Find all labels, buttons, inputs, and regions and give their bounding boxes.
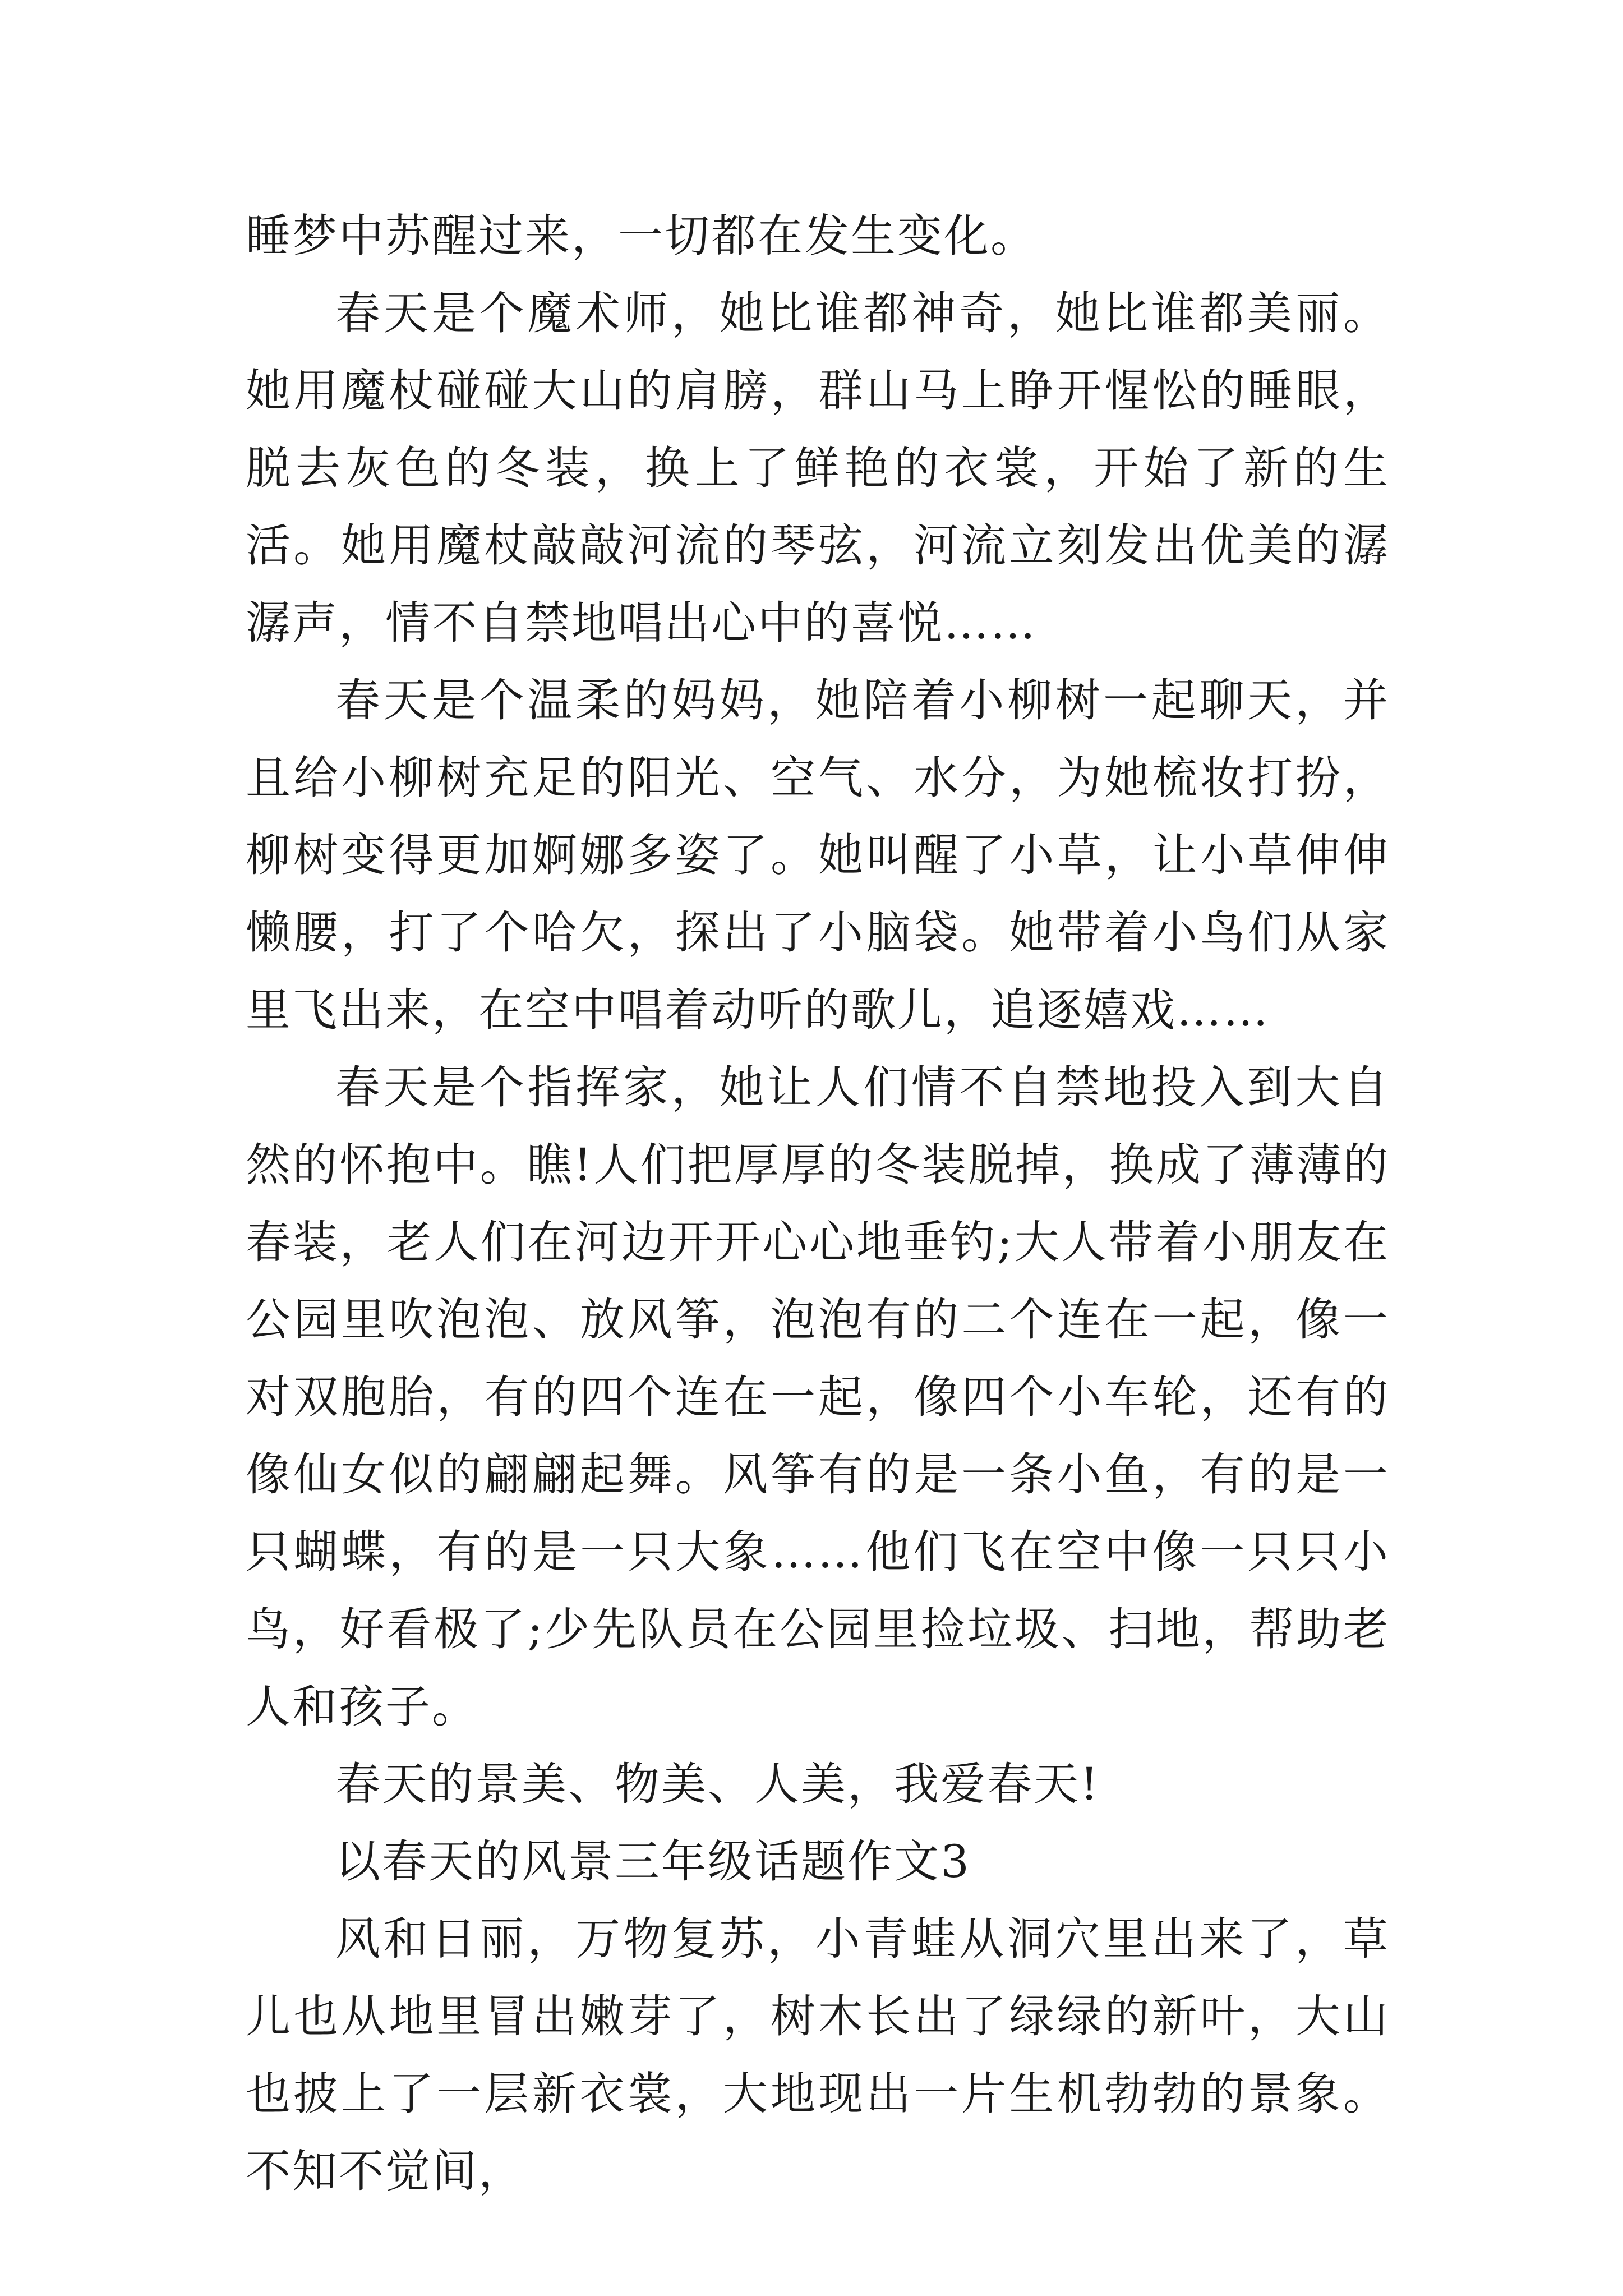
paragraph-spring-mother: 春天是个温柔的妈妈，她陪着小柳树一起聊天，并且给小柳树充足的阳光、空气、水分，为她梳妆打扮，柳树变得更加婀娜多姿了。她叫醒了小草，让小草伸伸懒腰，打了个哈欠，探出了小脑袋。她带着小鸟们从家里飞出来，在空中唱着动听的歌儿，追逐嬉戏…… [246,674,1390,1036]
paragraph-spring-magician: 春天是个魔术师，她比谁都神奇，她比谁都美丽。她用魔杖碰碰大山的肩膀，群山马上睁开惺忪的睡眼，脱去灰色的冬装，换上了鲜艳的衣裳，开始了新的生活。她用魔杖敲敲河流的琴弦，河流立刻发出优美的潺潺声，情不自禁地唱出心中的喜悦…… [246,287,1390,649]
essay-heading: 以春天的风景三年级话题作文3 [335,1835,971,1888]
paragraph-conclusion: 春天的景美、物美、人美，我爱春天! [335,1758,1100,1810]
paragraph-continued: 睡梦中苏醒过来，一切都在发生变化。 [246,210,1037,262]
paragraph-essay3-start: 风和日丽，万物复苏，小青蛙从洞穴里出来了，草儿也从地里冒出嫩芽了，树木长出了绿绿的新叶，大山也披上了一层新衣裳，大地现出一片生机勃勃的景象。不知不觉间， [246,1913,1390,2197]
document-body [246,197,1390,2210]
paragraph-spring-conductor: 春天是个指挥家，她让人们情不自禁地投入到大自然的怀抱中。瞧!人们把厚厚的冬装脱掉，换成了薄薄的春装，老人们在河边开开心心地垂钓;大人带着小朋友在公园里吹泡泡、放风筝，泡泡有的二个连在一起，像一对双胞胎，有的四个连在一起，像四个小车轮，还有的像仙女似的翩翩起舞。风筝有的是一条小鱼，有的是一只蝴蝶，有的是一只大象……他们飞在空中像一只只小鸟，好看极了;少先队员在公园里捡垃圾、扫地，帮助老人和孩子。 [246,1061,1390,1733]
